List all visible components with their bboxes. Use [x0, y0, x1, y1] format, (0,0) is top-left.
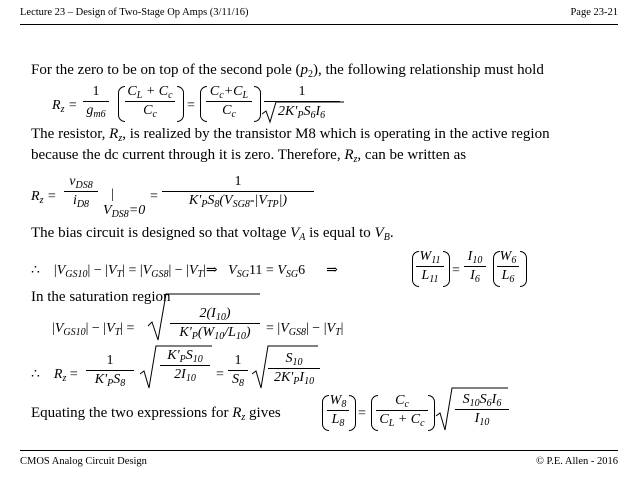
text-line-bias-circuit: The bias circuit is designed so that voltage $V_A$ is equal to $V_B$. — [31, 225, 394, 243]
page-number: Page 23-21 — [570, 7, 618, 18]
footer-copyright: © P.E. Allen - 2016 — [535, 456, 618, 467]
header-divider — [20, 24, 618, 25]
text-line-dc-current: because the dc current through it is zero. Therefore, $R_z$, can be written as — [31, 147, 467, 165]
footer-divider — [20, 450, 618, 451]
text-line-zero-pole: For the zero to be on top of the second pole $(p_2)$, the following relationship must hold — [31, 62, 544, 80]
text-line-equating: Equating the two expressions for $R_z$ gives — [31, 405, 281, 423]
text-line-resistor: The resistor, $R_z$, is realized by the transistor M8 which is operating in the active region — [31, 126, 550, 144]
text-line-saturation: In the saturation region — [31, 289, 171, 305]
footer-course: CMOS Analog Circuit Design — [20, 456, 147, 467]
header-title: Lecture 23 – Design of Two-Stage Op Amps (3/11/16) — [20, 7, 249, 18]
